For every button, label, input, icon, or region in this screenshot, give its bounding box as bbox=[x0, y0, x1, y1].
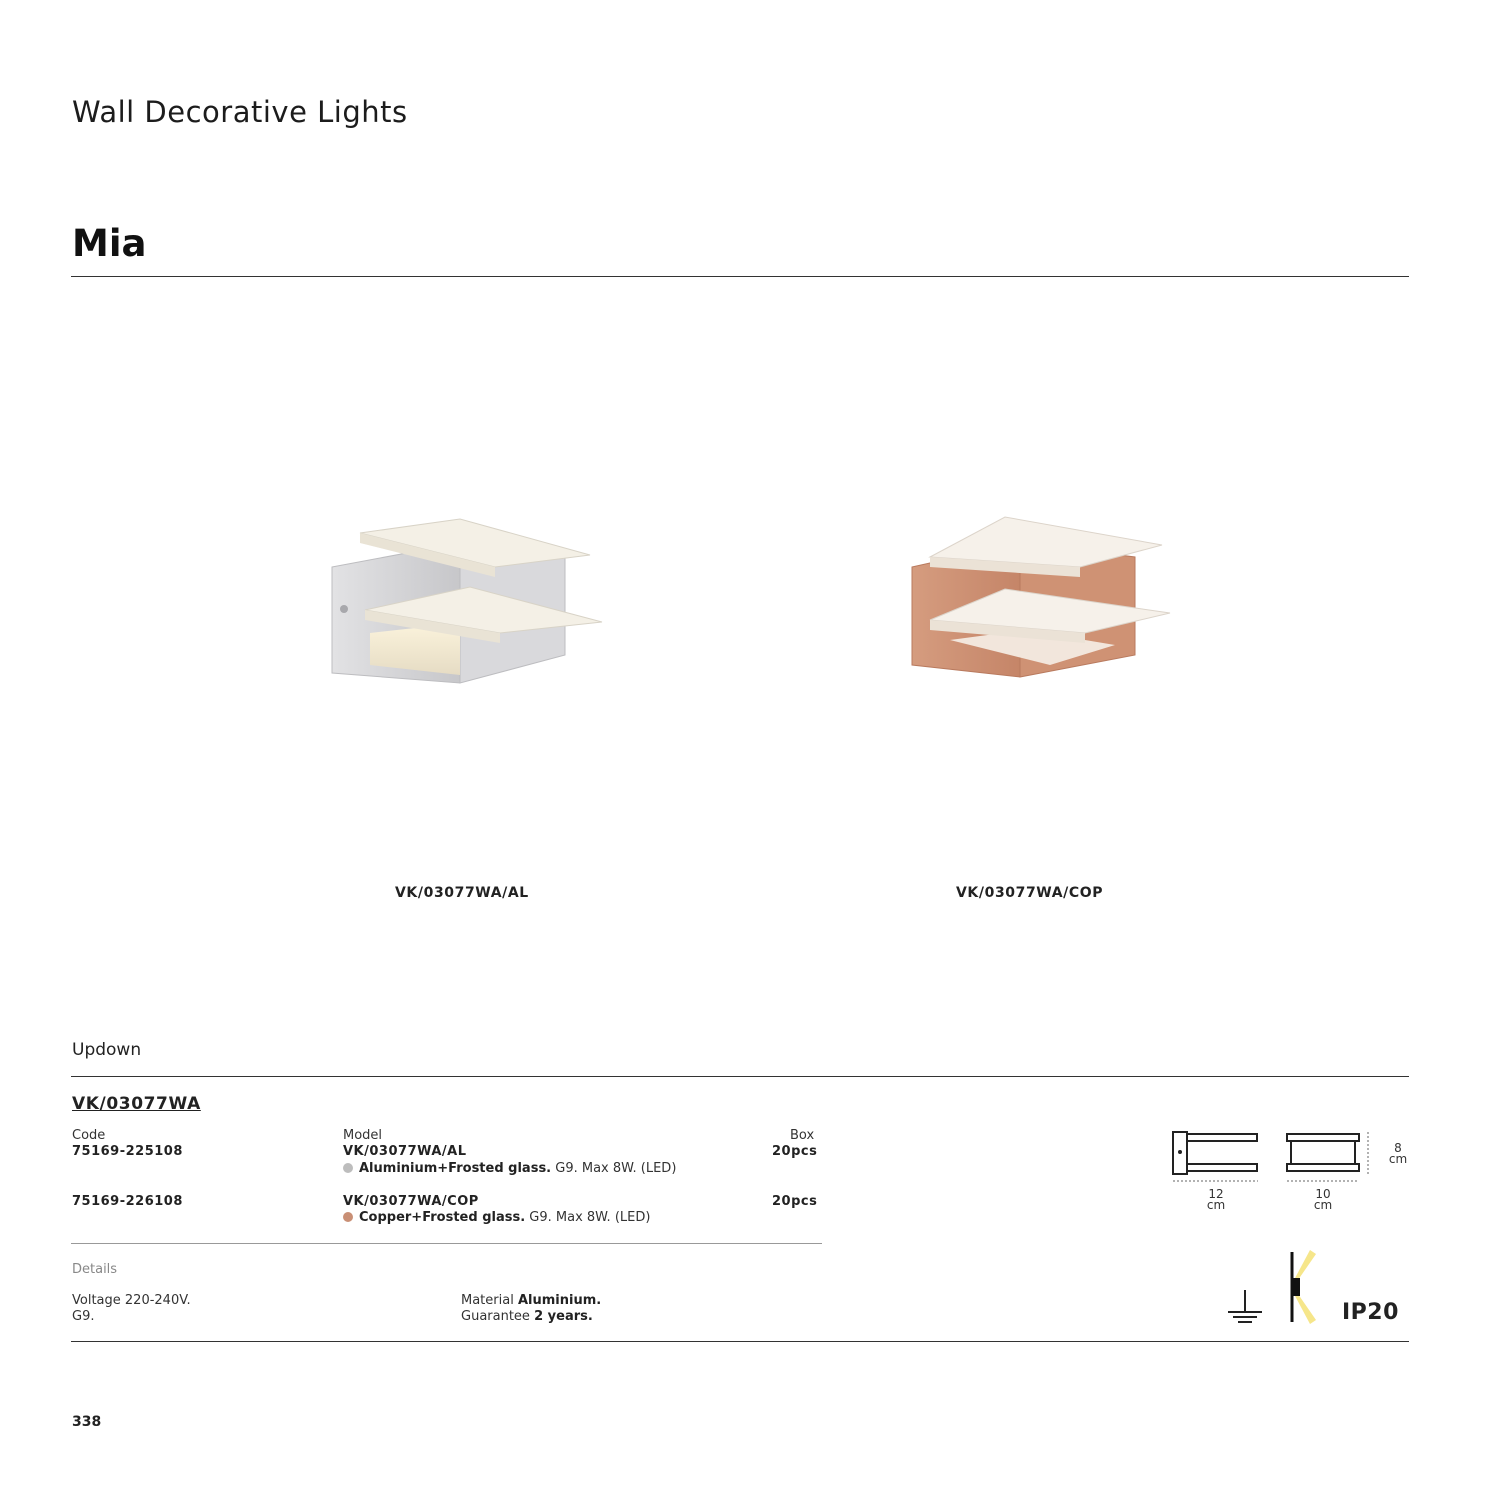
details-voltage bbox=[72, 1293, 191, 1325]
product-caption: VK/03077WA/COP bbox=[956, 885, 1104, 901]
front-dimension-drawing bbox=[1170, 1128, 1265, 1188]
depth-value: 10 bbox=[1315, 1187, 1331, 1201]
row-box: 20pcs bbox=[772, 1194, 818, 1209]
page-number: 338 bbox=[72, 1414, 102, 1430]
updown-light-icon bbox=[1284, 1250, 1320, 1324]
depth-unit: cm bbox=[1313, 1198, 1333, 1212]
category-title: Wall Decorative Lights bbox=[72, 95, 408, 129]
height-dimension-line bbox=[1364, 1130, 1374, 1176]
finish-dot bbox=[343, 1163, 353, 1173]
row-description bbox=[343, 1161, 676, 1176]
table-divider bbox=[71, 1243, 822, 1244]
row-description bbox=[343, 1210, 650, 1225]
row-spec: G9. Max 8W. (LED) bbox=[555, 1161, 677, 1176]
voltage-value: 220-240V. bbox=[124, 1293, 191, 1308]
details-material bbox=[461, 1293, 601, 1325]
finish-dot bbox=[343, 1212, 353, 1222]
bottom-divider bbox=[71, 1341, 1409, 1342]
depth-dimension bbox=[1303, 1189, 1343, 1211]
voltage-label: Voltage bbox=[72, 1293, 121, 1308]
model-header: Model bbox=[343, 1128, 383, 1143]
height-dimension bbox=[1380, 1143, 1416, 1165]
product-title: Mia bbox=[72, 222, 147, 265]
product-caption: VK/03077WA/AL bbox=[395, 885, 529, 901]
section-divider bbox=[71, 1076, 1409, 1077]
row-code: 75169-226108 bbox=[72, 1194, 183, 1209]
row-model: VK/03077WA/AL bbox=[343, 1144, 467, 1159]
row-code: 75169-225108 bbox=[72, 1144, 183, 1159]
height-value: 8 bbox=[1394, 1141, 1402, 1155]
row-box: 20pcs bbox=[772, 1144, 818, 1159]
product-image-copper bbox=[900, 505, 1190, 695]
box-header: Box bbox=[790, 1128, 815, 1143]
width-dimension bbox=[1196, 1189, 1236, 1211]
side-dimension-drawing bbox=[1284, 1128, 1364, 1188]
material-value: Aluminium. bbox=[517, 1293, 602, 1308]
title-divider bbox=[71, 276, 1409, 277]
width-value: 12 bbox=[1208, 1187, 1224, 1201]
guarantee-label: Guarantee bbox=[461, 1309, 530, 1324]
width-unit: cm bbox=[1206, 1198, 1226, 1212]
material-label: Material bbox=[461, 1293, 514, 1308]
earth-ground-icon bbox=[1226, 1288, 1264, 1324]
code-header: Code bbox=[72, 1128, 106, 1143]
row-material: Aluminium+Frosted glass. bbox=[359, 1161, 552, 1176]
height-unit: cm bbox=[1388, 1152, 1408, 1166]
product-family: VK/03077WA bbox=[72, 1094, 201, 1114]
row-spec: G9. Max 8W. (LED) bbox=[529, 1210, 651, 1225]
guarantee-value: 2 years. bbox=[534, 1309, 593, 1324]
subcategory: Updown bbox=[72, 1040, 142, 1060]
row-model: VK/03077WA/COP bbox=[343, 1194, 479, 1209]
product-image-aluminium bbox=[320, 505, 620, 695]
details-label: Details bbox=[72, 1262, 118, 1277]
socket-value: G9. bbox=[72, 1309, 95, 1324]
ip-rating: IP20 bbox=[1342, 1300, 1399, 1325]
row-material: Copper+Frosted glass. bbox=[359, 1210, 526, 1225]
